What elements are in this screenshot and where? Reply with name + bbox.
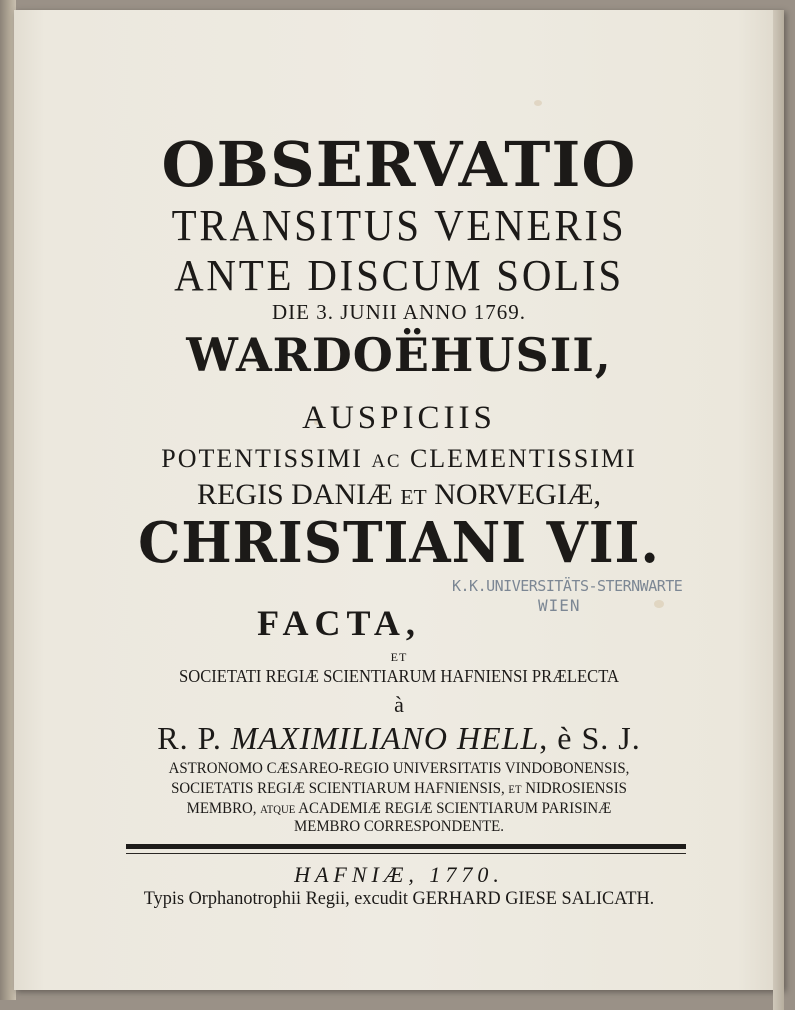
dedication-regis-daniae: REGIS DANIÆ bbox=[197, 478, 393, 511]
author-title-2-et: ET bbox=[508, 784, 522, 796]
dedication-potentissimi-word: POTENTISSIMI bbox=[161, 444, 363, 473]
author-name: MAXIMILIANO HELL bbox=[230, 720, 540, 756]
page-edge bbox=[773, 10, 784, 1010]
facta-a: à bbox=[394, 692, 404, 717]
author-title-3-c: ACADEMIÆ REGIÆ SCIENTIARUM PARISINÆ bbox=[298, 800, 612, 817]
stamp-institution: K.K.UNIVERSITÄTS-STERNWARTE bbox=[452, 577, 683, 595]
dedication-christiani: CHRISTIANI VII. bbox=[138, 510, 660, 576]
facta-society: SOCIETATI REGIÆ SCIENTIARUM HAFNIENSI PRÆLECTA bbox=[179, 666, 619, 686]
title-wardoehusii: WARDOËHUSII, bbox=[186, 328, 612, 382]
author-line bbox=[14, 720, 784, 757]
divider-thick bbox=[126, 844, 686, 849]
facta-word: FACTA, bbox=[257, 603, 421, 643]
dedication-ac: AC bbox=[371, 451, 402, 472]
author-title-4: MEMBRO CORRESPONDENTE. bbox=[293, 818, 505, 835]
imprint-printer: Typis Orphanotrophii Regii, excudit GERHARD GIESE SALICATH. bbox=[143, 888, 655, 909]
title-date: DIE 3. JUNII ANNO 1769. bbox=[272, 300, 526, 324]
author-title-2 bbox=[41, 780, 757, 798]
paper-spot bbox=[534, 100, 542, 106]
title-ante-discum-solis: ANTE DISCUM SOLIS bbox=[174, 251, 624, 300]
author-suffix: , è S. J. bbox=[539, 720, 641, 756]
author-title-1: ASTRONOMO CÆSAREO-REGIO UNIVERSITATIS VINDOBONENSIS, bbox=[168, 760, 630, 777]
author-title-3-atque: ATQUE bbox=[260, 804, 296, 816]
facta-et: ET bbox=[390, 650, 408, 664]
dedication-auspiciis: AUSPICIIS bbox=[302, 400, 496, 436]
author-title-3 bbox=[41, 800, 757, 818]
dedication-potentissimi bbox=[14, 444, 784, 474]
author-title-2-a: SOCIETATIS REGIÆ SCIENTIARUM HAFNIENSIS, bbox=[171, 780, 505, 797]
dedication-norvegiae: NORVEGIÆ, bbox=[434, 478, 601, 511]
title-transitus-veneris: TRANSITUS VENERIS bbox=[171, 201, 627, 250]
dedication-regis bbox=[14, 478, 784, 512]
title-observatio: OBSERVATIO bbox=[161, 128, 637, 201]
dedication-et: ET bbox=[400, 485, 427, 509]
author-title-2-c: NIDROSIENSIS bbox=[525, 780, 627, 797]
stamp-city: WIEN bbox=[538, 596, 581, 615]
title-page bbox=[14, 10, 784, 990]
imprint-place: HAFNIÆ, 1770. bbox=[294, 862, 504, 887]
author-prefix: R. P. bbox=[157, 720, 222, 756]
dedication-clementissimi-word: CLEMENTISSIMI bbox=[409, 444, 637, 473]
divider-thin bbox=[126, 853, 686, 854]
author-title-3-a: MEMBRO, bbox=[186, 800, 257, 817]
